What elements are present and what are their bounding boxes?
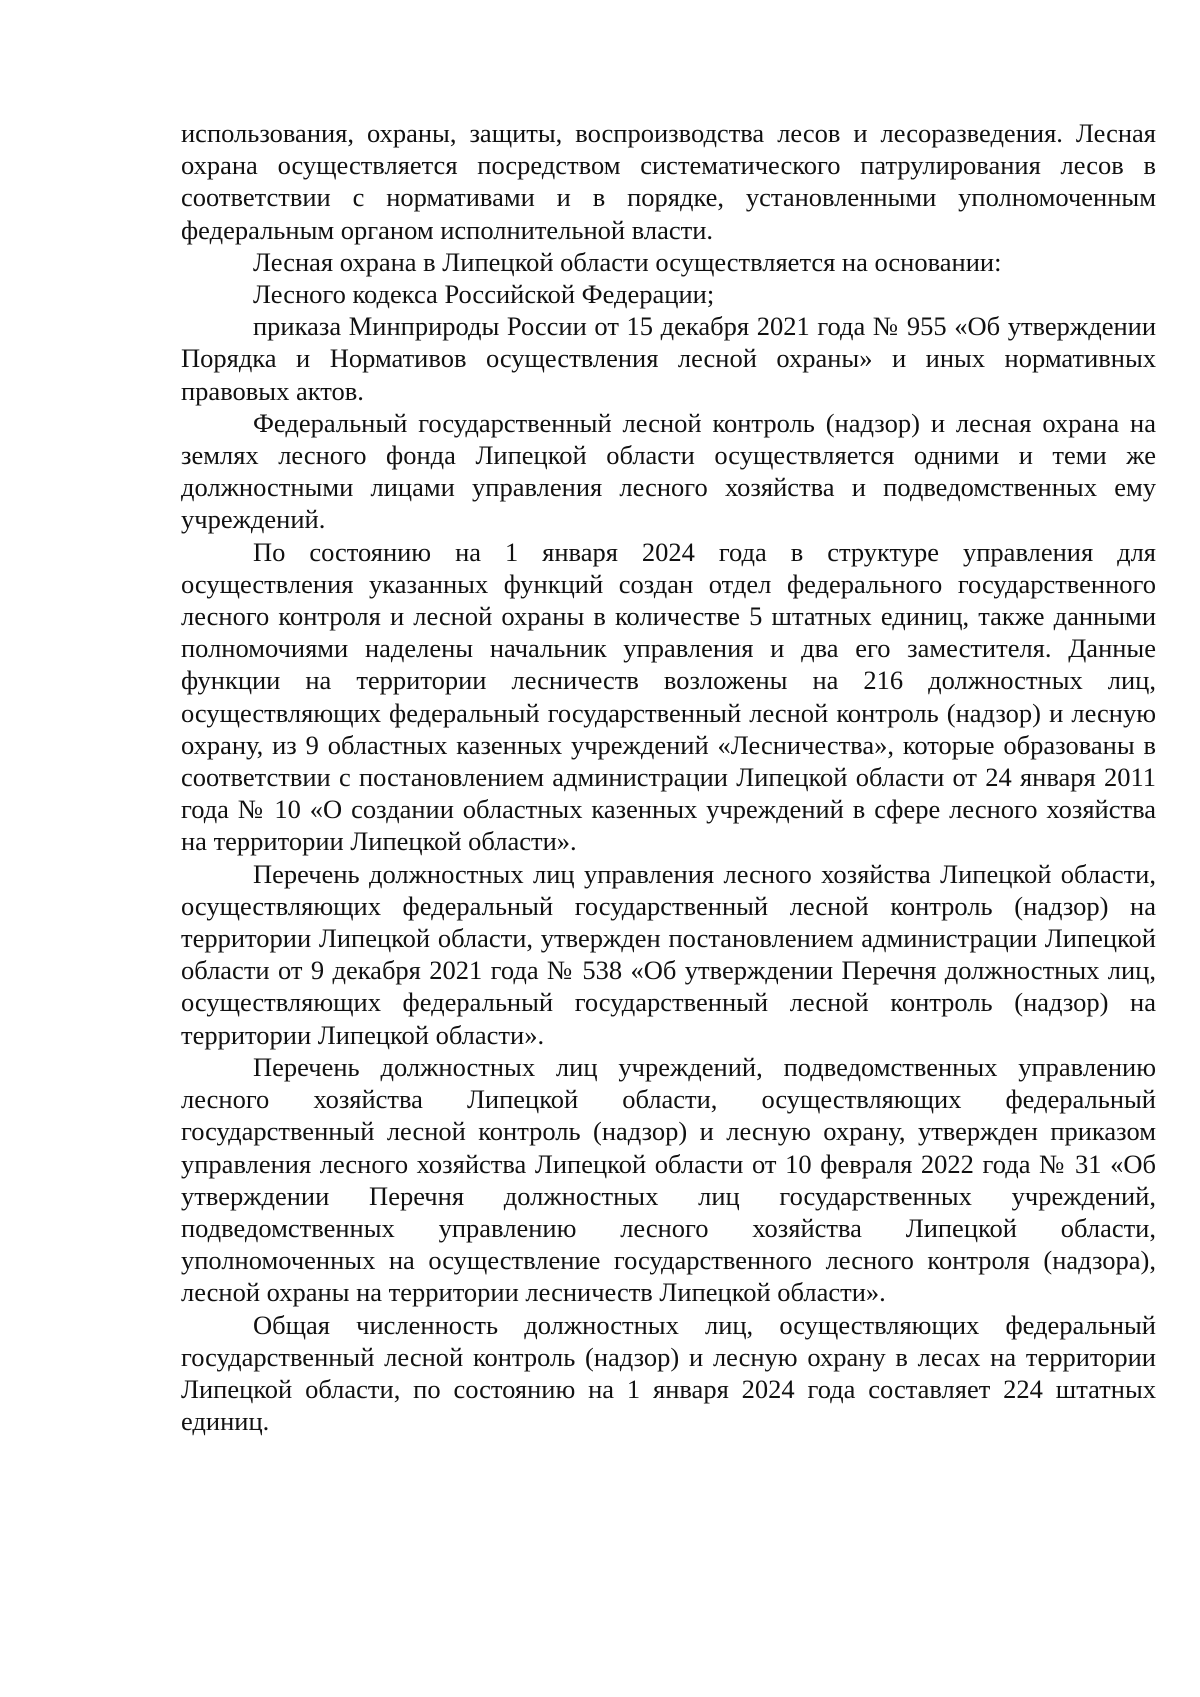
paragraph-8: Перечень должностных лиц учреждений, подведомственных управлению лесного хозяйства Липецкой области, осуществляющих федеральный государственный лесной контроль (надзор) и лесную охрану, утвержден приказом управления лесного хозяйства Липецкой области от 10 февраля 2022 года № 31 «Об утверждении Перечня должностных лиц государственных учреждений, подведомственных управлению лесного хозяйства Липецкой области, уполномоченных на осуществление государственного лесного контроля (надзора), лесной охраны на территории лесничеств Липецкой области». (181, 1051, 1156, 1308)
paragraph-1: использования, охраны, защиты, воспроизводства лесов и лесоразведения. Лесная охрана осуществляется посредством систематического патрулирования лесов в соответствии с нормативами и в порядке, установленными уполномоченным федеральным органом исполнительной власти. (181, 118, 1156, 245)
paragraph-7: Перечень должностных лиц управления лесного хозяйства Липецкой области, осуществляющих федеральный государственный лесной контроль (надзор) на территории Липецкой области, утвержден постановлением администрации Липецкой области от 9 декабря 2021 года № 538 «Об утверждении Перечня должностных лиц, осуществляющих федеральный государственный лесной контроль (надзор) на территории Липецкой области». (181, 858, 1156, 1050)
paragraph-3: Лесного кодекса Российской Федерации; (253, 279, 715, 310)
paragraph-9: Общая численность должностных лиц, осуществляющих федеральный государственный лесной контроль (надзор) и лесную охрану в лесах на территории Липецкой области, по состоянию на 1 января 2024 года составляет 224 штатных единиц. (181, 1309, 1156, 1437)
paragraph-2: Лесная охрана в Липецкой области осуществляется на основании: (253, 246, 1002, 277)
document-page (181, 117, 1156, 1437)
paragraph-5: Федеральный государственный лесной контроль (надзор) и лесная охрана на землях лесного фонда Липецкой области осуществляется одними и теми же должностными лицами управления лесного хозяйства и подведомственных ему учреждений. (181, 407, 1156, 535)
paragraph-4: приказа Минприроды России от 15 декабря 2021 года № 955 «Об утверждении Порядка и Нормативов осуществления лесной охраны» и иных нормативных правовых актов. (181, 311, 1156, 406)
paragraph-6: По состоянию на 1 января 2024 года в структуре управления для осуществления указанных функций создан отдел федерального государственного лесного контроля и лесной охраны в количестве 5 штатных единиц, также данными полномочиями наделены начальник управления и два его заместителя. Данные функции на территории лесничеств возложены на 216 должностных лиц, осуществляющих федеральный государственный лесной контроль (надзор) и лесную охрану, из 9 областных казенных учреждений «Лесничества», которые образованы в соответствии с постановлением администрации Липецкой области от 24 января 2011 года № 10 «О создании областных казенных учреждений в сфере лесного хозяйства на территории Липецкой области». (181, 536, 1156, 857)
